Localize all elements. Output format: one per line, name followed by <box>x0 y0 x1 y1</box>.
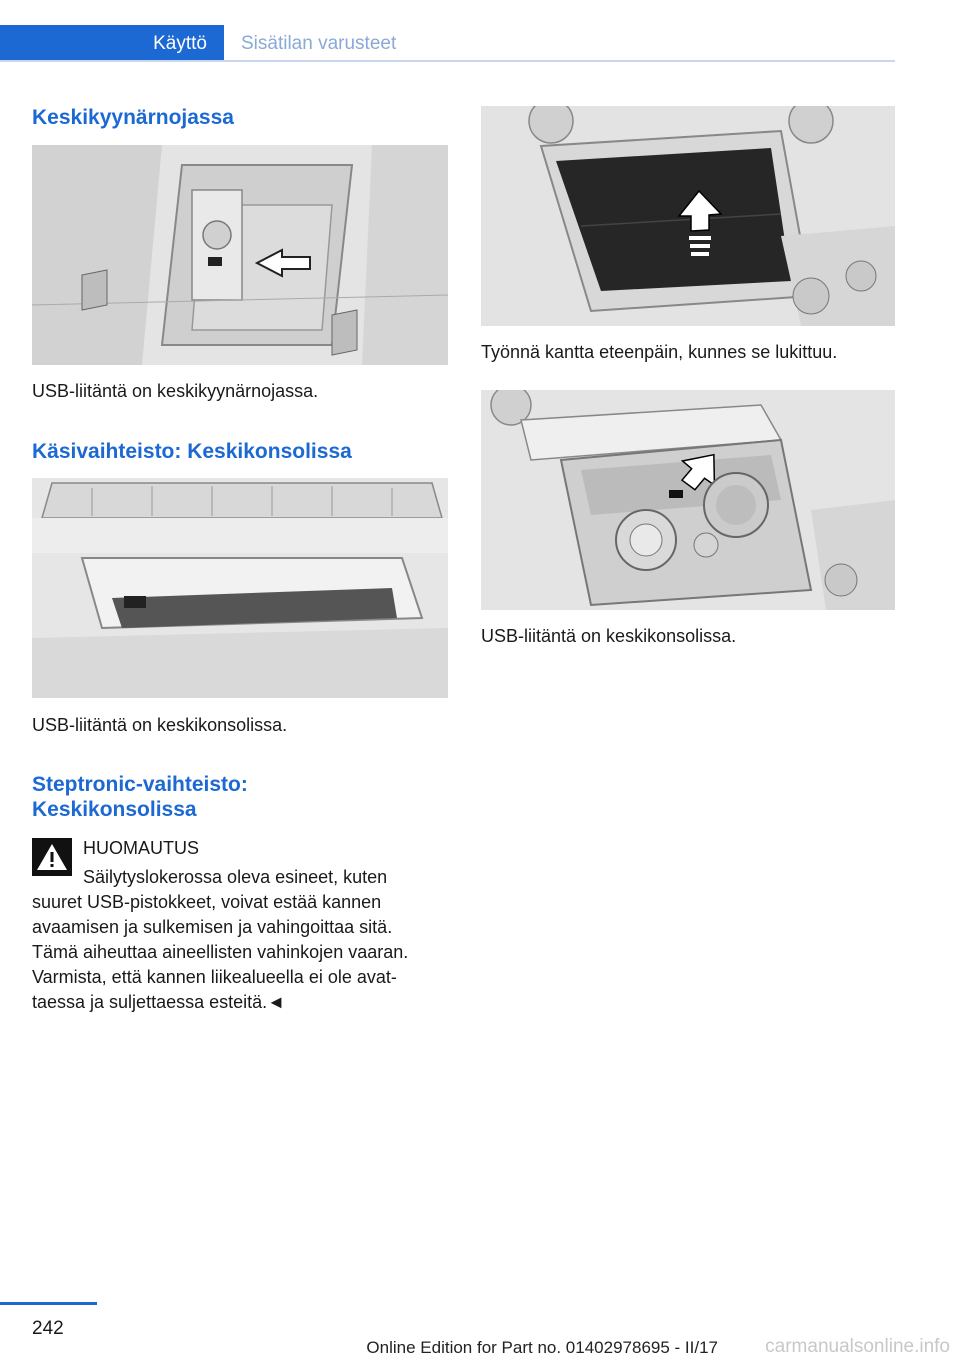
heading-steptronic <box>32 772 248 822</box>
figure-armrest-usb <box>32 145 448 365</box>
tab-kaytto[interactable] <box>0 25 224 62</box>
tab-sisatilan-varusteet[interactable] <box>241 25 396 62</box>
figure-push-cover <box>481 106 895 326</box>
caption-armrest: USB-liitäntä on keskikyynärnojassa. <box>32 381 319 401</box>
caption-push-cover: Työnnä kantta eteenpäin, kunnes se lukittuu. <box>481 342 838 362</box>
footer-rule <box>0 1302 97 1305</box>
heading-steptronic-line2: Keskikonsolissa <box>32 798 197 821</box>
warning-line-4: Tämä aiheuttaa aineellisten vahinkojen vaaran. <box>32 942 409 962</box>
figure-console-usb-steptronic <box>481 390 895 610</box>
warning-line-2: suuret USB-pistokkeet, voivat estää kannen <box>32 892 382 912</box>
warning-line-3: avaamisen ja sulkemisen ja vahingoittaa sitä. <box>32 917 393 937</box>
warning-line-5: Varmista, että kannen liikealueella ei ole avat‐ <box>32 967 397 987</box>
edition-text: Online Edition for Part no. 01402978695 - II/17 <box>366 1338 718 1357</box>
heading-keskikyynarnojassa: Keskikyynärnojassa <box>32 106 234 129</box>
figure-console-usb-manual <box>32 478 448 698</box>
warning-line-6: taessa ja suljettaessa esteitä.◄ <box>32 992 285 1012</box>
heading-steptronic-line1: Steptronic-vaihteisto: <box>32 773 248 796</box>
tab-kaytto-label: Käyttö <box>153 32 207 54</box>
caption-console-manual: USB-liitäntä on keskikonsolissa. <box>32 715 288 735</box>
caption-console-steptronic: USB-liitäntä on keskikonsolissa. <box>481 626 737 646</box>
watermark: carmanualsonline.info <box>765 1336 950 1357</box>
warning-block <box>32 836 452 1015</box>
tab-sisatilan-varusteet-label: Sisätilan varusteet <box>241 32 397 54</box>
page-number: 242 <box>32 1318 64 1339</box>
page-header <box>0 0 960 64</box>
warning-title: HUOMAUTUS <box>83 838 199 858</box>
warning-line-1: Säilytyslokerossa oleva esineet, kuten <box>83 867 388 887</box>
heading-kasivaihteisto: Käsivaihteisto: Keskikonsolissa <box>32 440 352 463</box>
header-rule <box>0 60 895 62</box>
